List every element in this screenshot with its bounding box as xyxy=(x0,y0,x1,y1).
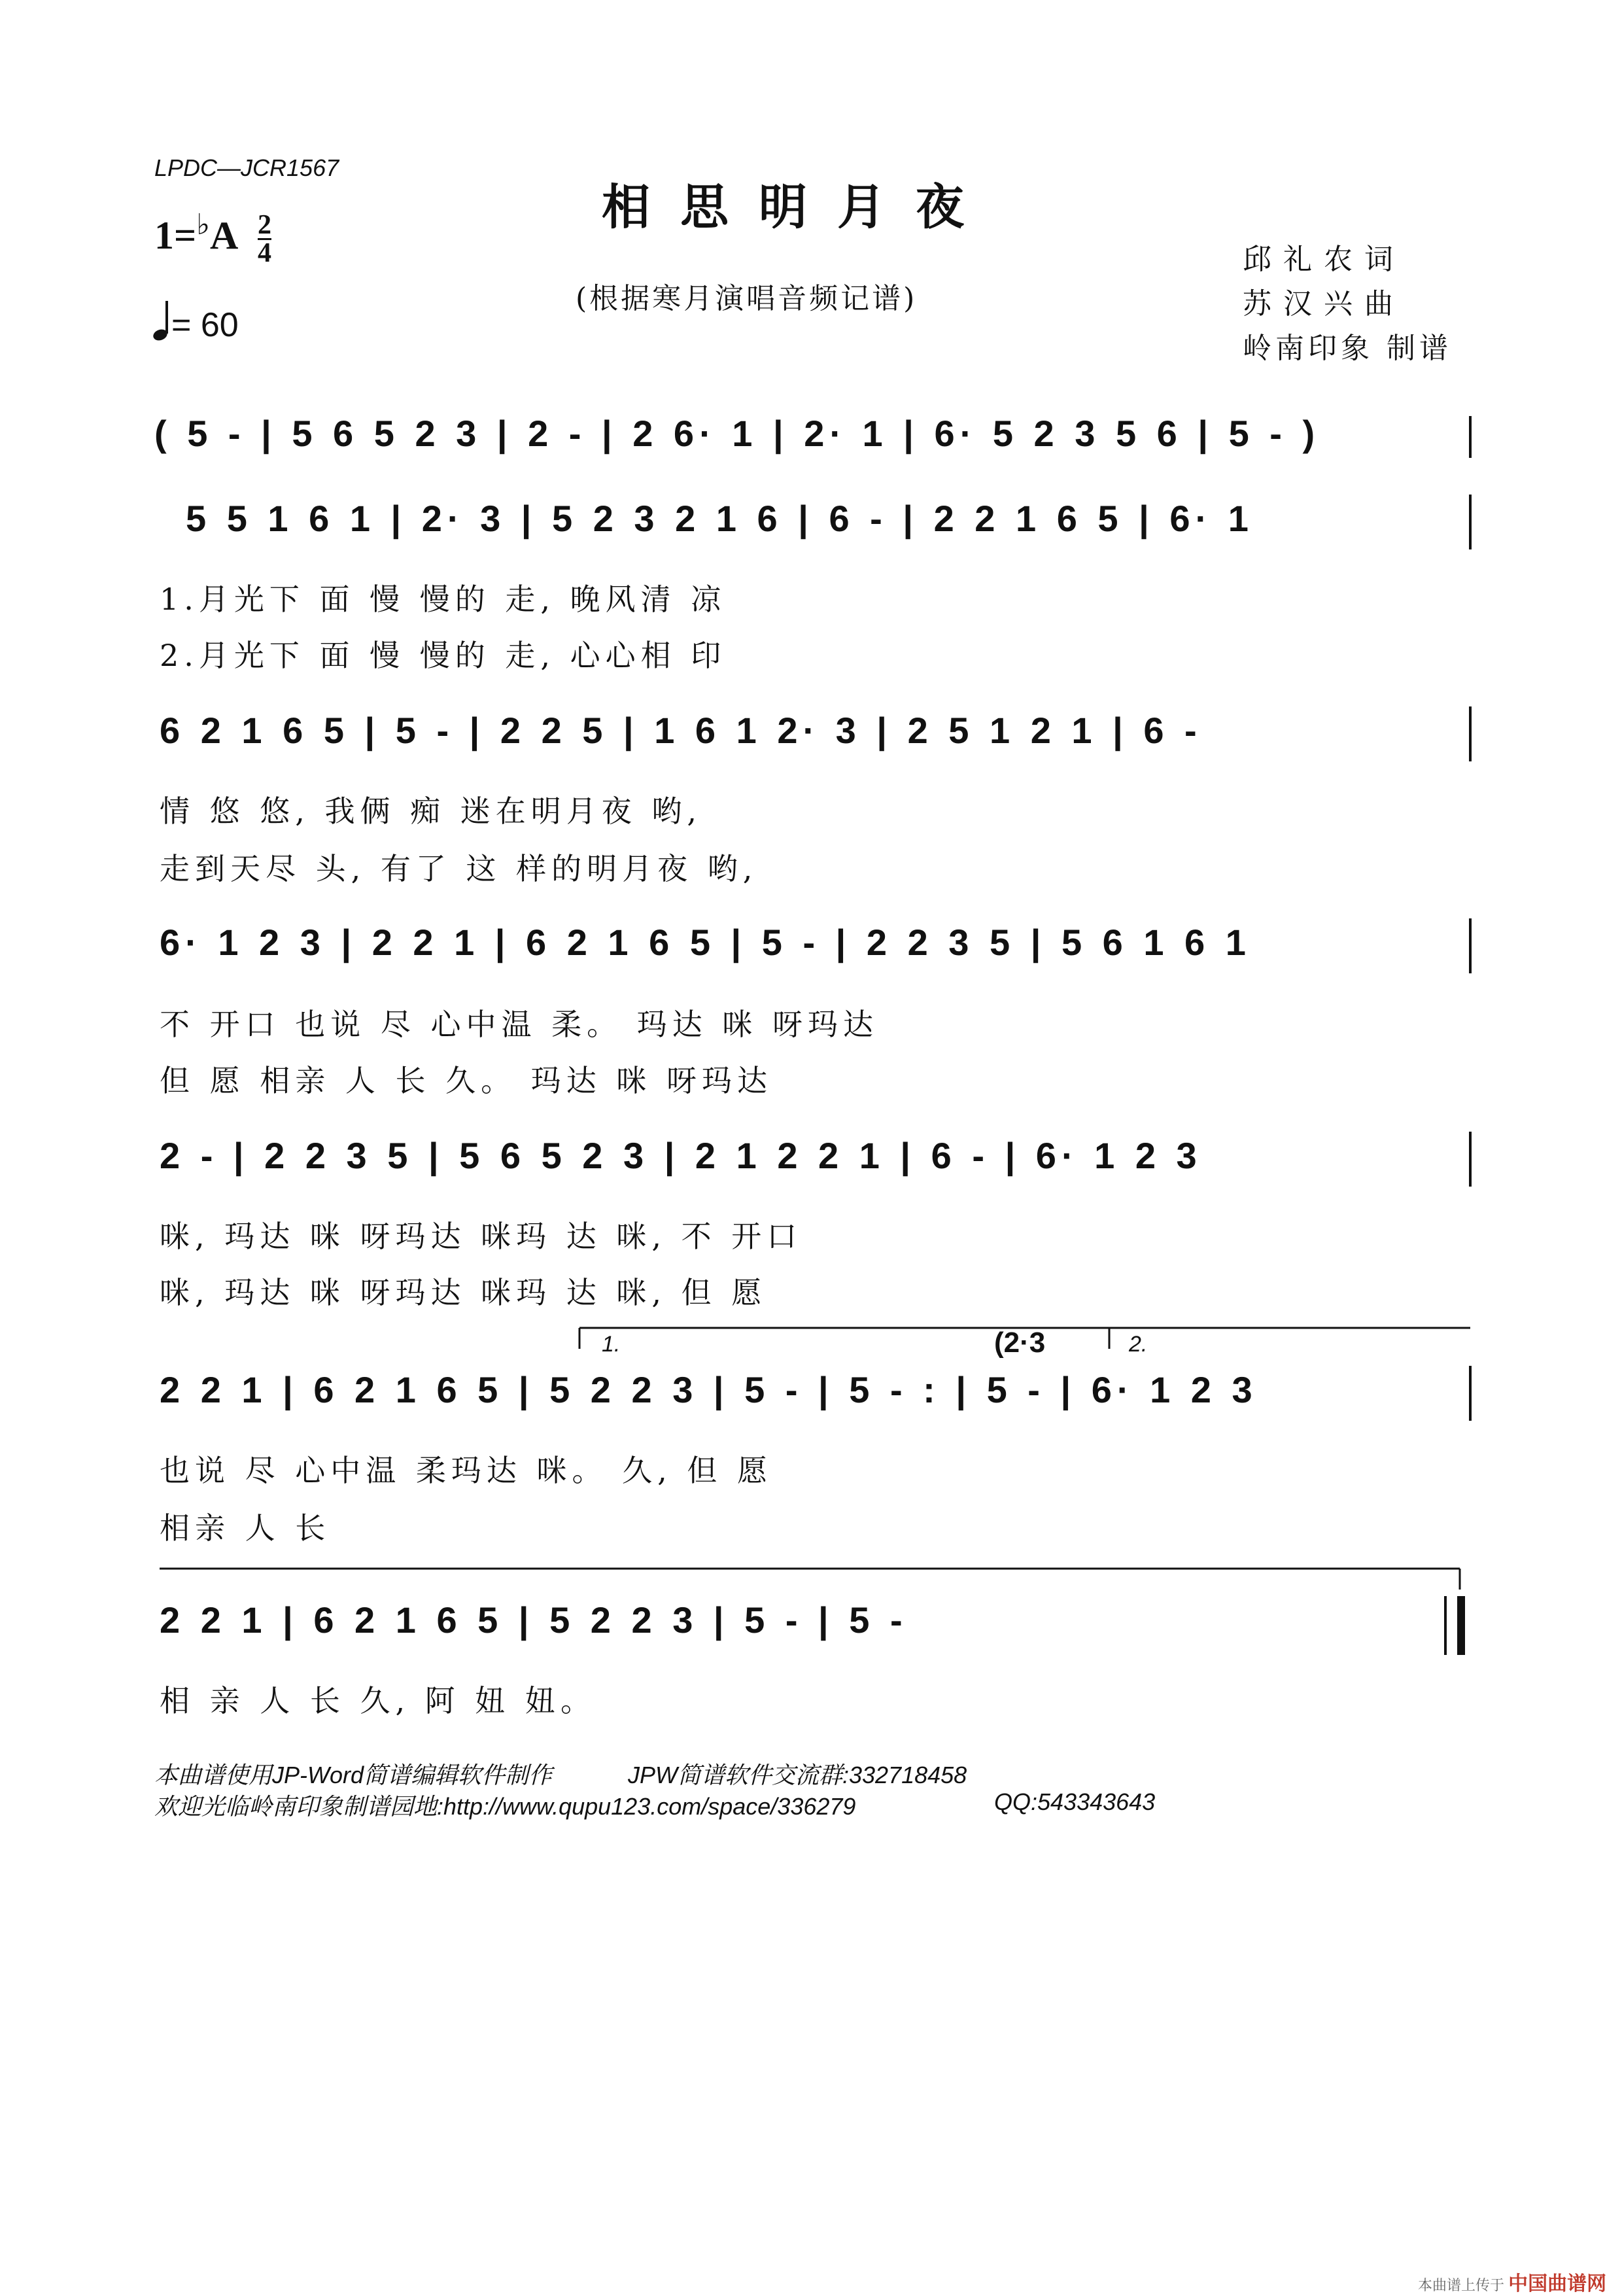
score-row-5: 2 - | 2 2 3 5 | 5 6 5 2 3 | 2 1 2 2 1 | 6 - | 6· 1 2 3 xyxy=(160,1135,1202,1176)
footer-group-note: JPW简谱软件交流群:332718458 xyxy=(628,1762,967,1788)
key-prefix: 1= xyxy=(154,214,197,257)
volta-1-label: 1. xyxy=(602,1332,621,1357)
footer-website-link[interactable]: 欢迎光临岭南印象制谱园地:http://www.qupu123.com/space/336279 xyxy=(154,1793,856,1820)
score-row-3: 6 2 1 6 5 | 5 - | 2 2 5 | 1 6 1 2· 3 | 2 5 1 2 1 | 6 - xyxy=(160,710,1202,751)
lyricist-credit: 邱礼农词 xyxy=(1243,243,1405,276)
score-row-4: 6· 1 2 3 | 2 2 1 | 6 2 1 6 5 | 5 - | 2 2 3 5 | 5 6 1 6 1 xyxy=(160,922,1251,963)
volta-note: (2·3 xyxy=(994,1327,1046,1359)
lyrics-row-5-verse-2: 咪, 玛达 咪 呀玛达 咪玛 达 咪, 但 愿 xyxy=(160,1275,767,1310)
score-code: LPDC—JCR1567 xyxy=(154,154,339,181)
key-note: A xyxy=(209,214,236,257)
watermark-brand: 中国曲谱网 xyxy=(1508,2273,1607,2295)
lyrics-row-2-verse-2: 2.月光下 面 慢 慢的 走, 心心相 印 xyxy=(160,638,727,673)
composer-credit: 苏汉兴曲 xyxy=(1243,287,1405,321)
lyrics-row-3-verse-2: 走到天尽 头, 有了 这 样的明月夜 哟, xyxy=(160,851,758,886)
watermark xyxy=(1418,2267,1606,2296)
lyrics-row-6-verse-2: 相亲 人 长 xyxy=(160,1510,331,1546)
score-row-1: ( 5 - | 5 6 5 2 3 | 2 - | 2 6· 1 | 2· 1 | 6· 5 2 3 5 6 | 5 - ) xyxy=(154,413,1320,454)
lyrics-row-6-verse-1: 也说 尽 心中温 柔玛达 咪。 久, 但 愿 xyxy=(160,1453,772,1488)
score-row-2: 5 5 1 6 1 | 2· 3 | 5 2 3 2 1 6 | 6 - | 2 2 1 6 5 | 6· 1 xyxy=(186,498,1254,539)
score-row-6: 2 2 1 | 6 2 1 6 5 | 5 2 2 3 | 5 - | 5 - : | 5 - | 6· 1 2 3 xyxy=(160,1369,1258,1410)
lyrics-row-7-verse-1: 相 亲 人 长 久, 阿 妞 妞。 xyxy=(160,1683,596,1718)
lyrics-row-2-verse-1: 1.月光下 面 慢 慢的 走, 晚风清 凉 xyxy=(160,582,727,617)
footer-software-note: 本曲谱使用JP-Word简谱编辑软件制作 xyxy=(154,1762,553,1788)
lyrics-row-3-verse-1: 情 悠 悠, 我俩 痴 迷在明月夜 哟, xyxy=(160,793,702,829)
time-denominator: 4 xyxy=(258,238,271,268)
volta-2-label: 2. xyxy=(1129,1332,1148,1357)
song-title: 相思明月夜 xyxy=(602,179,994,235)
subtitle: (根据寒月演唱音频记谱) xyxy=(576,282,918,315)
tempo-value: = 60 xyxy=(171,306,239,344)
score-row-7: 2 2 1 | 6 2 1 6 5 | 5 2 2 3 | 5 - | 5 - xyxy=(160,1599,908,1641)
lyrics-row-4-verse-1: 不 开口 也说 尽 心中温 柔。 玛达 咪 呀玛达 xyxy=(160,1007,878,1042)
arranger-credit: 岭南印象 制谱 xyxy=(1243,332,1452,365)
watermark-text: 本曲谱上传于 xyxy=(1418,2277,1505,2293)
flat-icon: ♭ xyxy=(196,209,210,241)
time-numerator: 2 xyxy=(258,210,271,240)
lyrics-row-4-verse-2: 但 愿 相亲 人 长 久。 玛达 咪 呀玛达 xyxy=(160,1063,772,1098)
lyrics-row-5-verse-1: 咪, 玛达 咪 呀玛达 咪玛 达 咪, 不 开口 xyxy=(160,1219,802,1254)
footer-qq: QQ:543343643 xyxy=(994,1788,1156,1815)
